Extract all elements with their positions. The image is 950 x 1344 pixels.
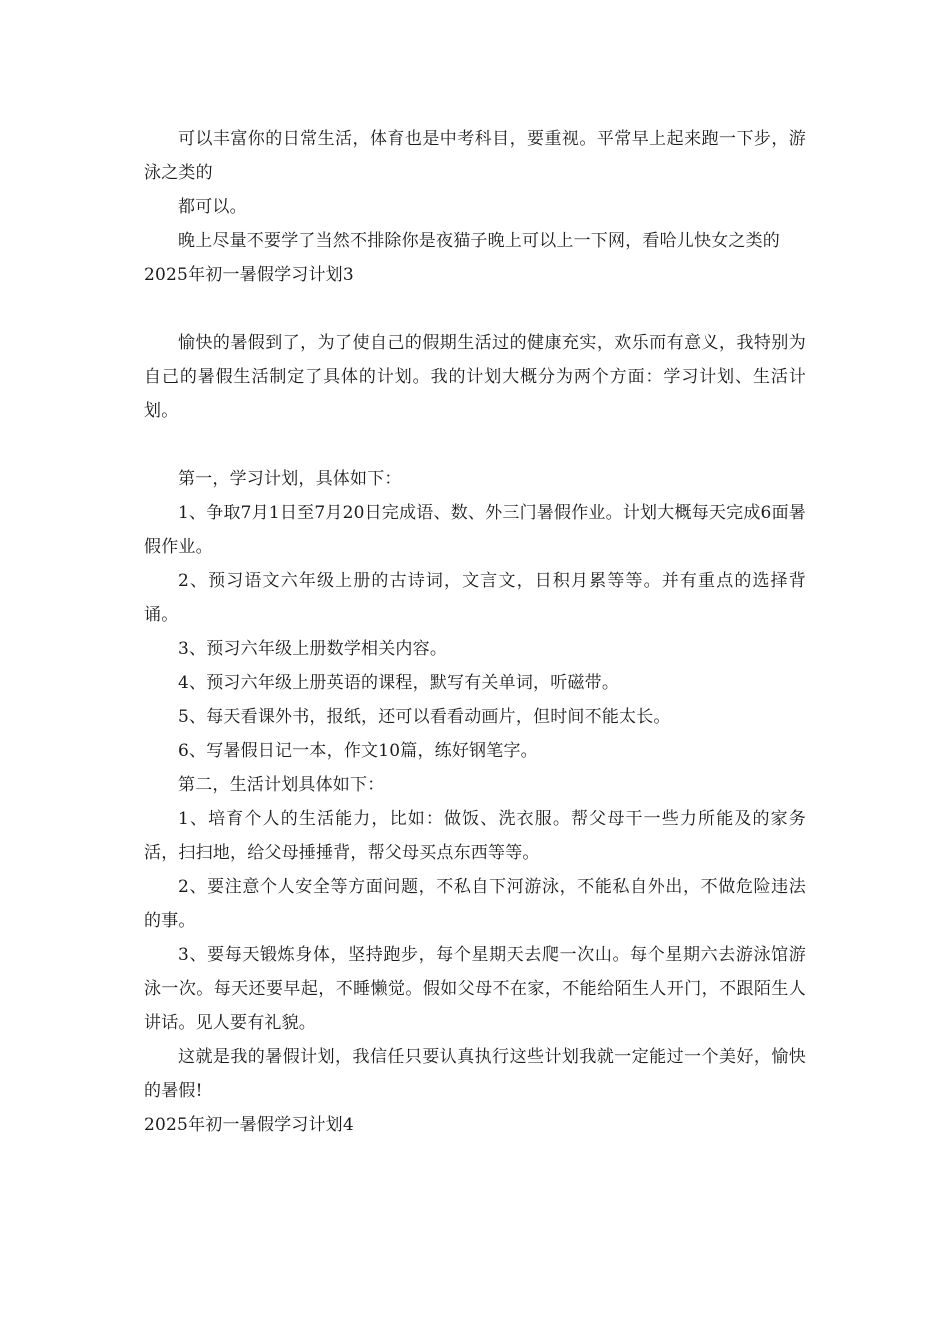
spacer xyxy=(144,292,806,326)
section-heading-3: 2025年初一暑假学习计划3 xyxy=(144,265,354,285)
study-item: 6、写暑假日记一本，作文10篇，练好钢笔字。 xyxy=(178,741,538,761)
paragraph-intro: 愉快的暑假到了，为了使自己的假期生活过的健康充实，欢乐而有意义，我特别为自己的暑假生活制定了具体的计划。我的计划大概分为两个方面：学习计划、生活计划。 xyxy=(144,333,806,421)
paragraph-all-ok: 都可以。 xyxy=(178,197,247,217)
study-item: 3、预习六年级上册数学相关内容。 xyxy=(178,639,448,659)
life-plan-title: 第二，生活计划具体如下： xyxy=(178,775,385,795)
study-item: 4、预习六年级上册英语的课程，默写有关单词，听磁带。 xyxy=(178,673,620,693)
study-item: 2、预习语文六年级上册的古诗词，文言文，日积月累等等。并有重点的选择背诵。 xyxy=(144,571,806,625)
life-item: 3、要每天锻炼身体，坚持跑步，每个星期天去爬一次山。每个星期六去游泳馆游泳一次。每天还要早起，不睡懒觉。假如父母不在家，不能给陌生人开门，不跟陌生人讲话。见人要有礼貌。 xyxy=(144,945,806,1033)
study-plan-title: 第一，学习计划，具体如下： xyxy=(178,469,402,489)
section-heading-4: 2025年初一暑假学习计划4 xyxy=(144,1115,354,1135)
life-item: 2、要注意个人安全等方面问题，不私自下河游泳，不能私自外出，不做危险违法的事。 xyxy=(144,877,806,931)
document-body xyxy=(144,122,806,1142)
paragraph-closing: 这就是我的暑假计划，我信任只要认真执行这些计划我就一定能过一个美好，愉快的暑假! xyxy=(144,1047,806,1101)
paragraph-sports: 可以丰富你的日常生活，体育也是中考科目，要重视。平常早上起来跑一下步，游泳之类的 xyxy=(144,129,806,183)
study-item: 5、每天看课外书，报纸，还可以看看动画片，但时间不能太长。 xyxy=(178,707,671,727)
study-item: 1、争取7月1日至7月20日完成语、数、外三门暑假作业。计划大概每天完成6面暑假作业。 xyxy=(144,503,806,557)
paragraph-evening: 晚上尽量不要学了当然不排除你是夜猫子晚上可以上一下网，看哈儿快女之类的 xyxy=(178,231,780,251)
spacer xyxy=(144,428,806,462)
life-item: 1、培育个人的生活能力，比如：做饭、洗衣服。帮父母干一些力所能及的家务活，扫扫地，给父母捶捶背，帮父母买点东西等等。 xyxy=(144,809,806,863)
